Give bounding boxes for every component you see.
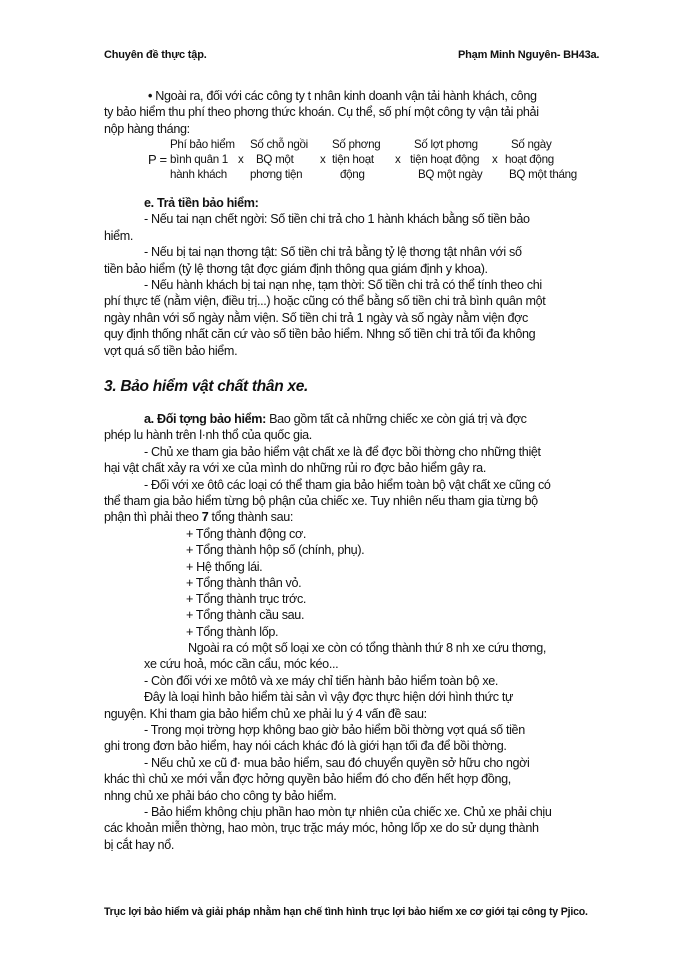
- section-3a-line: nguyện. Khi tham gia bảo hiểm chủ xe phải lu ý 4 vấn đề sau:: [104, 706, 427, 721]
- formula-times-2: x: [320, 153, 326, 166]
- section-e-line: - Nếu bị tai nạn thơng tật: Số tiền chi trả bằng tỷ lệ thơng tật nhân với số: [144, 245, 522, 260]
- section-3a-continued: [104, 640, 600, 853]
- section-3a-line: - Bảo hiểm không chịu phần hao mòn tự nhiên của chiếc xe. Chủ xe phải chịu: [144, 805, 552, 820]
- list-item: + Tổng thành động cơ.: [186, 527, 307, 541]
- intro-line-1: • Ngoài ra, đối với các công ty t nhân kinh doanh vận tải hành khách, công: [148, 89, 537, 103]
- section-e-line: - Nếu hành khách bị tai nạn nhẹ, tạm thời: Số tiền chi trả có thể tính theo chi: [144, 278, 542, 293]
- section-e-title: e. Trả tiền bảo hiểm:: [144, 196, 259, 210]
- list-item: + Tổng thành hộp số (chính, phụ).: [186, 543, 365, 558]
- formula-lhs: P =: [148, 152, 167, 167]
- section-3a-line: thể tham gia bảo hiểm từng bộ phận của chiếc xe. Tuy nhiên nếu tham gia từng bộ: [104, 494, 538, 509]
- section-3a-line: nhng chủ xe phải báo cho công ty bảo hiểm.: [104, 788, 337, 803]
- section-3a-title: a. Đối tợng bảo hiểm:: [144, 412, 266, 426]
- section-3a-line: bị cắt hay nổ.: [104, 837, 175, 852]
- list-item: + Tổng thành thân vỏ.: [186, 575, 302, 590]
- list-item: + Tổng thành lốp.: [186, 624, 279, 639]
- formula-col-3: Số phơng tiện hoạt động: [332, 138, 381, 181]
- section-3a: [104, 411, 600, 526]
- section-3a-line: xe cứu hoả, móc cần cẩu, móc kéo...: [144, 657, 339, 672]
- list-item: + Tổng thành trục trớc.: [186, 592, 307, 607]
- intro-paragraph: [104, 88, 600, 137]
- formula-col-1: Phí bảo hiểm bình quân 1 hành khách: [170, 138, 235, 181]
- section-e: [104, 195, 600, 359]
- page-footer: Trục lợi bảo hiểm và giải pháp nhằm hạn chế tình hình trục lợi bảo hiểm xe cơ giới tại công ty Pjico.: [104, 906, 588, 918]
- section-3-title: 3. Bảo hiểm vật chất thân xe.: [104, 378, 309, 395]
- section-e-line: hiểm.: [104, 228, 134, 243]
- formula-col-2: Số chỗ ngồi BQ một phơng tiện: [250, 138, 308, 181]
- section-3a-line: phép lu hành trên l·nh thổ của quốc gia.: [104, 428, 312, 443]
- section-3a-line: phận thì phải theo 7 tổng thành sau:: [104, 510, 294, 525]
- formula-col-5: Số ngày hoạt động BQ một tháng: [505, 138, 577, 181]
- section-e-line: tiền bảo hiểm (tỷ lệ thơng tật đợc giám định thông qua giám định y khoa).: [104, 261, 488, 276]
- section-e-line: quy định thống nhất căn cứ vào số tiền bảo hiểm. Nhng số tiền chi trả tối đa không: [104, 327, 536, 342]
- section-3a-line: - Trong mọi trờng hợp không bao giờ bảo hiểm bồi thờng vợt quá số tiền: [144, 723, 525, 738]
- section-3a-line: hại vật chất xảy ra với xe của mình do những rủi ro đợc bảo hiểm gây ra.: [104, 461, 486, 476]
- formula-times-4: x: [492, 153, 498, 166]
- list-item: + Tổng thành cầu sau.: [186, 608, 305, 623]
- section-e-line: phí thực tế (nằm viện, điều trị...) hoặc cũng có thể bằng số tiền chi trả bình quân một: [104, 294, 546, 309]
- section-e-line: ngày nhân với số ngày nằm viện. Số tiền chi trả 1 ngày và số ngày nằm viện đợc: [104, 310, 528, 325]
- section-3a-line: Đây là loại hình bảo hiểm tài sản vì vậy đợc thực hiện dới hình thức tự: [144, 690, 514, 705]
- section-3a-line: ghi trong đơn bảo hiểm, hay nói cách khác đó là giới hạn tối đa để bồi thờng.: [104, 739, 507, 754]
- section-3a-line: khác thì chủ xe mới vẫn đợc hởng quyền bảo hiểm đó cho đến hết hợp đồng,: [104, 772, 511, 787]
- formula-times-3: x: [395, 153, 401, 166]
- formula-times-1: x: [238, 153, 244, 166]
- bullet-icon: •: [148, 89, 153, 103]
- section-3a-line: - Còn đối với xe môtô và xe máy chỉ tiến hành bảo hiểm toàn bộ xe.: [144, 673, 499, 688]
- section-e-line: vợt quá số tiền bảo hiểm.: [104, 343, 238, 358]
- section-3a-heading-line: a. Đối tợng bảo hiểm: Bao gồm tất cả những chiếc xe còn giá trị và đợc: [144, 412, 527, 426]
- component-list: [186, 526, 364, 640]
- section-e-line: - Nếu tai nạn chết ngời: Số tiền chi trả cho 1 hành khách bằng số tiền bảo: [144, 212, 530, 227]
- section-3a-line: - Nếu chủ xe cũ đ· mua bảo hiểm, sau đó chuyển quyền sở hữu cho ngời: [144, 755, 530, 770]
- section-3a-line: các khoản miễn thờng, hao mòn, trục trặc máy móc, hỏng lốp xe do sử dụng thành: [104, 821, 539, 836]
- header-left: Chuyên đề thực tập.: [104, 49, 207, 61]
- intro-line-2: ty bảo hiểm thu phí theo phơng thức khoán. Cụ thể, số phí một công ty vận tải phải: [104, 105, 539, 120]
- formula-col-4: Số lợt phơng tiện hoạt động BQ một ngày: [410, 138, 483, 181]
- list-item: + Hệ thống lái.: [186, 559, 263, 574]
- intro-line-3: nộp hàng tháng:: [104, 121, 190, 136]
- header-right: Phạm Minh Nguyên- BH43a.: [458, 49, 600, 61]
- section-3a-line: Ngoài ra có một số loại xe còn có tổng thành thứ 8 nh xe cứu thơng,: [188, 641, 547, 655]
- section-3a-line: - Chủ xe tham gia bảo hiểm vật chất xe là để đợc bồi thờng cho những thiệt: [144, 444, 541, 459]
- section-3a-line: - Đối với xe ôtô các loại có thể tham gia bảo hiểm toàn bộ vật chất xe cũng có: [144, 477, 551, 492]
